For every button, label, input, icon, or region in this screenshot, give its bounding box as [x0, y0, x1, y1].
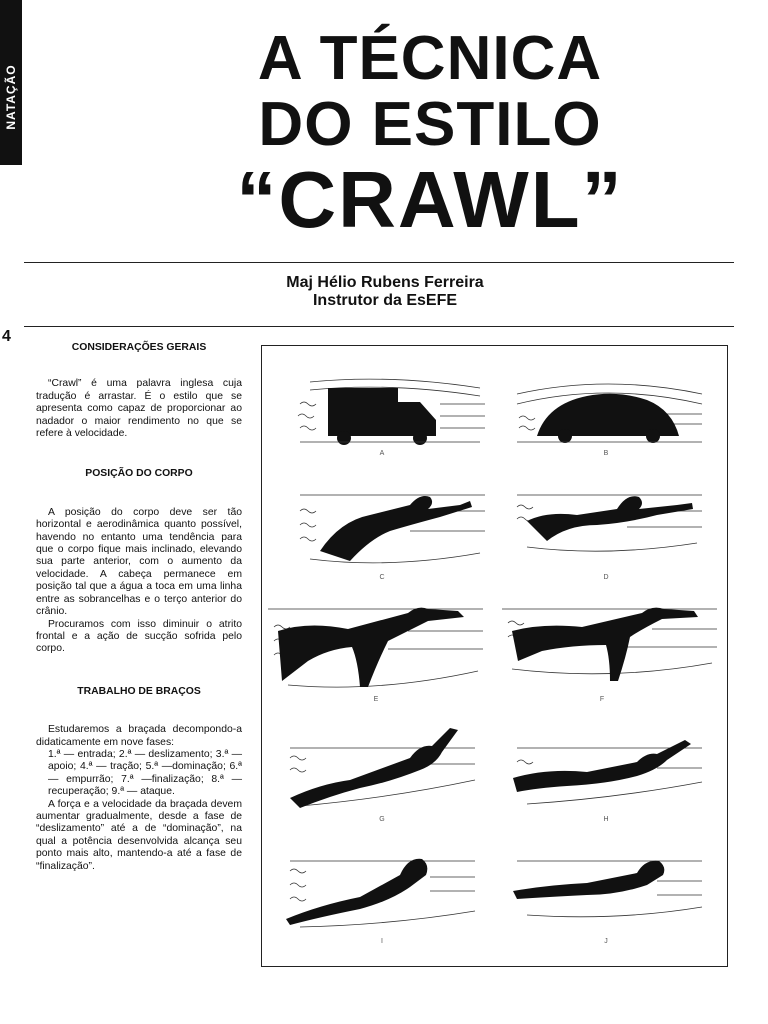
article-text-column: [36, 340, 242, 873]
author-block: [240, 274, 530, 310]
paragraph: Estudaremos a braçada decompondo-a didaticamente em nove fases:: [36, 724, 242, 748]
swimmer-low-icon: [507, 718, 707, 813]
phase-list: 1.ª — entrada; 2.ª — deslizamento; 3.ª — apoio; 4.ª — tração; 5.ª —dominação; 6.ª — empurrão; 7.ª —finalização; 8.ª — recuperação; 9.ª — ataque.: [48, 748, 242, 798]
swimmer-surface-icon: [507, 841, 707, 936]
swimmer-deep-icon: [268, 601, 488, 696]
swimmer-inclined-icon: [290, 481, 490, 571]
figure-panel: [261, 345, 728, 967]
title-divider: [24, 262, 734, 263]
section-heading: CONSIDERAÇÕES GERAIS: [71, 342, 207, 353]
truck-drag-icon: [290, 374, 490, 446]
figure-caption: H: [603, 816, 609, 823]
article-title: [150, 24, 710, 244]
swimmer-streamline-icon: [502, 601, 722, 696]
page-number: 4: [2, 328, 11, 345]
swimmer-head-up-icon: [280, 841, 480, 936]
figure-caption: A: [379, 450, 385, 457]
figure-caption: I: [381, 938, 383, 945]
author-name: Maj Hélio Rubens Ferreira: [286, 274, 484, 291]
section-heading: POSIÇÃO DO CORPO: [85, 468, 193, 480]
paragraph: “Crawl” é uma palavra inglesa cuja tradução é arrastar. É o estilo que se apresenta como capaz de proporcionar ao nadador o maior rendimento no que se refere à velocidade.: [36, 378, 242, 440]
figure-caption: D: [603, 574, 609, 581]
paragraph: A força e a velocidade da braçada devem aumentar gradualmente, desde a fase de “deslizamento” até a de “dominação”, na qual a potência desenvolvida alcança seu ponto mais alto, mantendo-a até a fase de “finalização”.: [36, 798, 242, 872]
swimmer-glide-icon: [280, 718, 480, 813]
section-tab: [0, 0, 22, 165]
figure-caption: J: [604, 938, 608, 945]
car-drag-icon: [507, 374, 707, 446]
swimmer-flat-icon: [507, 481, 707, 571]
figure-caption: C: [379, 574, 385, 581]
section-heading: TRABALHO DE BRAÇOS: [77, 685, 201, 697]
figure-caption: F: [599, 696, 605, 703]
paragraph: A posição do corpo deve ser tão horizontal e aerodinâmica quanto possível, havendo no entanto uma tendência para que o corpo fique mais inclinado, elevando sua parte anterior, com o aumento da velocidade. A cabeça permanece em posição tal que a água a toca em uma linha entre as sobrancelhas e o terço anterior do crânio.: [36, 506, 242, 618]
paragraph: Procuramos com isso diminuir o atrito frontal e a ação de sucção sofrida pelo corpo.: [36, 618, 242, 655]
figure-caption: E: [373, 696, 379, 703]
author-divider: [24, 326, 734, 327]
figure-caption: G: [379, 816, 385, 823]
title-line-2: DO ESTILO: [258, 90, 602, 159]
title-line-1: A TÉCNICA: [257, 24, 603, 93]
section-tab-label: NATAÇÃO: [4, 64, 18, 130]
figure-caption: B: [603, 450, 609, 457]
author-role: Instrutor da EsEFE: [312, 292, 458, 309]
title-line-3: “CRAWL”: [236, 155, 624, 244]
